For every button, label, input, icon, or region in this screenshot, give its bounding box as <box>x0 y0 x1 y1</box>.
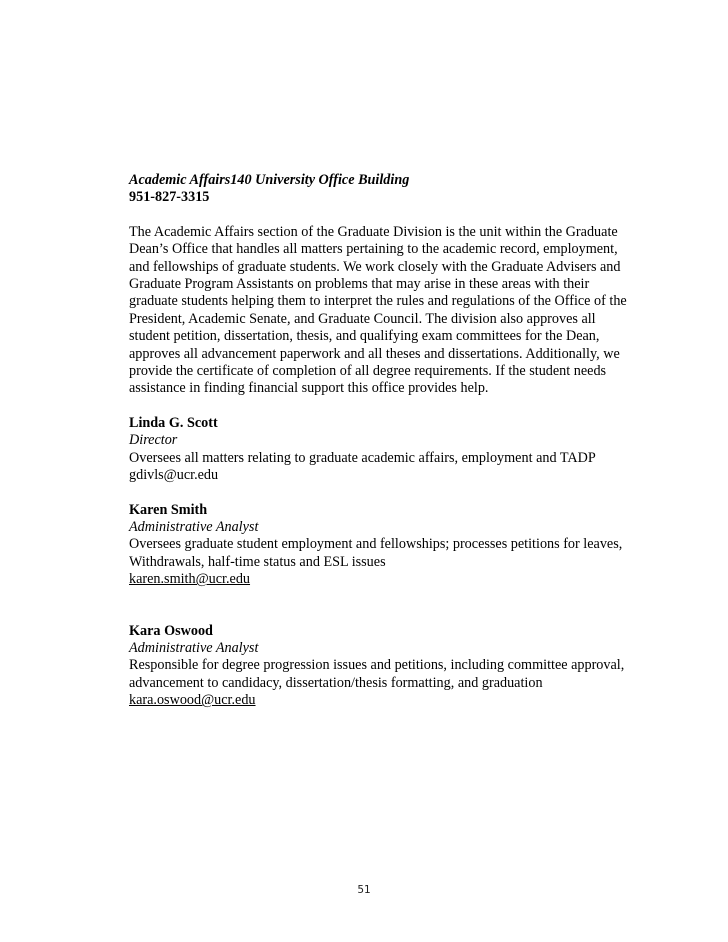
contact-email-link[interactable]: kara.oswood@ucr.edu <box>129 692 256 709</box>
contact-description: Oversees graduate student employment and fellowships; processes petitions for leaves, Withdrawals, half-time status and ESL issues <box>129 536 623 570</box>
contact-email: gdivls@ucr.edu <box>129 467 219 484</box>
page-number: 51 <box>357 884 371 896</box>
contact-name: Linda G. Scott <box>129 414 218 431</box>
intro-paragraph: The Academic Affairs section of the Graduate Division is the unit within the Graduate Dean’s Office that handles all matters pertaining to the academic record, employment, and fellowships of graduate students. We work closely with the Graduate Advisers and Graduate Program Assistants on problems that may arise in these areas with their graduate students helping them to interpret the rules and regulations of the Office of the President, Academic Senate, and Graduate Council. The division also approves all student petition, dissertation, thesis, and qualifying exam committees for the Dean, approves all advancement paperwork and all theses and dissertations. Additionally, we provide the certificate of completion of all degree requirements. If the student needs assistance in finding financial support this office provides help. <box>129 223 627 397</box>
contact-description: Oversees all matters relating to graduate academic affairs, employment and TADP <box>129 449 596 466</box>
contact-title: Director <box>129 432 178 449</box>
office-phone: 951-827-3315 <box>129 189 210 206</box>
office-heading: Academic Affairs140 University Office Building <box>129 172 410 188</box>
contact-entry-karen-smith <box>129 502 639 589</box>
contact-name: Karen Smith <box>129 501 208 518</box>
contact-description: Responsible for degree progression issues and petitions, including committee approval, advancement to candidacy, dissertation/thesis formatting, and graduation <box>129 657 625 691</box>
contact-email-link[interactable]: karen.smith@ucr.edu <box>129 571 251 588</box>
contact-title: Administrative Analyst <box>129 518 259 535</box>
contact-entry-kara-oswood <box>129 623 639 710</box>
contact-entry-linda-scott <box>129 415 639 485</box>
contact-name: Kara Oswood <box>129 622 213 639</box>
contact-title: Administrative Analyst <box>129 639 259 656</box>
page-content <box>129 172 639 710</box>
